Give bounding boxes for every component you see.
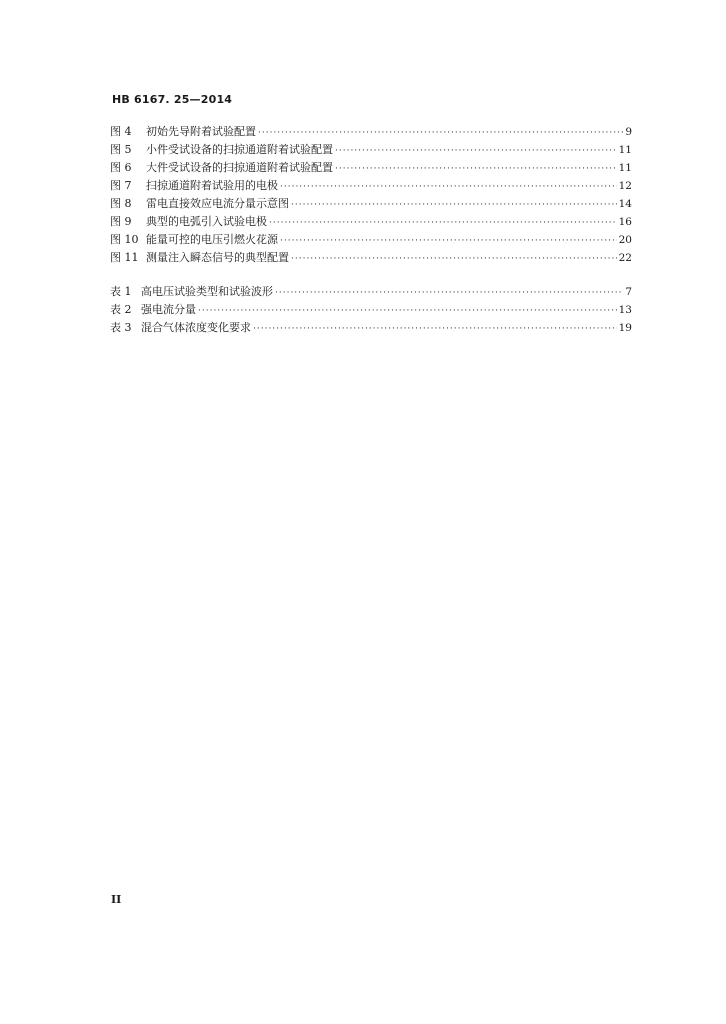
dot-leader	[275, 284, 623, 302]
dot-leader	[198, 302, 617, 320]
table-list	[110, 283, 632, 337]
entry-title: 强电流分量	[141, 303, 196, 316]
toc-entry-figure-11[interactable]	[110, 249, 632, 267]
entry-number: 图 11	[110, 251, 139, 264]
entry-number: 图 8	[110, 197, 132, 210]
entry-label	[110, 213, 267, 231]
entry-number: 图 7	[110, 179, 132, 192]
entry-label	[110, 301, 196, 319]
dot-leader	[291, 250, 617, 268]
entry-number: 表 2	[110, 303, 132, 316]
entry-title: 雷电直接效应电流分量示意图	[146, 197, 289, 210]
toc-entry-table-3[interactable]	[110, 319, 632, 337]
toc-entry-figure-6[interactable]	[110, 159, 632, 177]
dot-leader	[335, 142, 617, 160]
entry-title: 典型的电弧引入试验电极	[146, 215, 267, 228]
entry-label	[110, 159, 333, 177]
entry-title: 混合气体浓度变化要求	[141, 321, 251, 334]
entry-page-number: 20	[618, 234, 632, 246]
entry-label	[110, 195, 289, 213]
entry-title: 测量注入瞬态信号的典型配置	[146, 251, 289, 264]
toc-entry-figure-5[interactable]	[110, 141, 632, 159]
dot-leader	[335, 160, 617, 178]
entry-page-number: 22	[618, 252, 632, 264]
entry-title: 初始先导附着试验配置	[146, 125, 256, 138]
entry-page-number: 16	[618, 216, 632, 228]
document-id-header: HB 6167. 25—2014	[112, 93, 233, 106]
page-number-footer: II	[111, 893, 122, 906]
entry-number: 图 4	[110, 125, 132, 138]
entry-label	[110, 123, 256, 141]
entry-number: 图 9	[110, 215, 132, 228]
entry-page-number: 14	[618, 198, 632, 210]
toc-entry-figure-4[interactable]	[110, 123, 632, 141]
toc-entry-table-1[interactable]	[110, 283, 632, 301]
toc-entry-table-2[interactable]	[110, 301, 632, 319]
entry-label	[110, 177, 278, 195]
entry-page-number: 13	[618, 304, 632, 316]
entry-title: 扫掠通道附着试验用的电极	[146, 179, 278, 192]
dot-leader	[280, 178, 617, 196]
entry-title: 大件受试设备的扫掠通道附着试验配置	[146, 161, 333, 174]
entry-number: 图 6	[110, 161, 132, 174]
entry-number: 图 10	[110, 233, 139, 246]
toc-entry-figure-7[interactable]	[110, 177, 632, 195]
entry-page-number: 11	[618, 144, 632, 156]
entry-page-number: 11	[618, 162, 632, 174]
dot-leader	[269, 214, 617, 232]
toc-entry-figure-8[interactable]	[110, 195, 632, 213]
entry-page-number: 12	[618, 180, 632, 192]
entry-page-number: 9	[625, 126, 632, 138]
dot-leader	[291, 196, 617, 214]
entry-label	[110, 319, 251, 337]
entry-number: 表 3	[110, 321, 132, 334]
toc-entry-figure-10[interactable]	[110, 231, 632, 249]
entry-number: 图 5	[110, 143, 132, 156]
entry-title: 能量可控的电压引燃火花源	[146, 233, 278, 246]
toc-entry-figure-9[interactable]	[110, 213, 632, 231]
dot-leader	[280, 232, 617, 250]
entry-title: 高电压试验类型和试验波形	[141, 285, 273, 298]
entry-page-number: 19	[618, 322, 632, 334]
figure-list	[110, 123, 632, 267]
entry-label	[110, 249, 289, 267]
entry-page-number: 7	[625, 286, 632, 298]
entry-label	[110, 231, 278, 249]
dot-leader	[258, 124, 623, 142]
entry-title: 小件受试设备的扫掠通道附着试验配置	[146, 143, 333, 156]
entry-number: 表 1	[110, 285, 132, 298]
dot-leader	[253, 320, 617, 338]
entry-label	[110, 283, 273, 301]
entry-label	[110, 141, 333, 159]
